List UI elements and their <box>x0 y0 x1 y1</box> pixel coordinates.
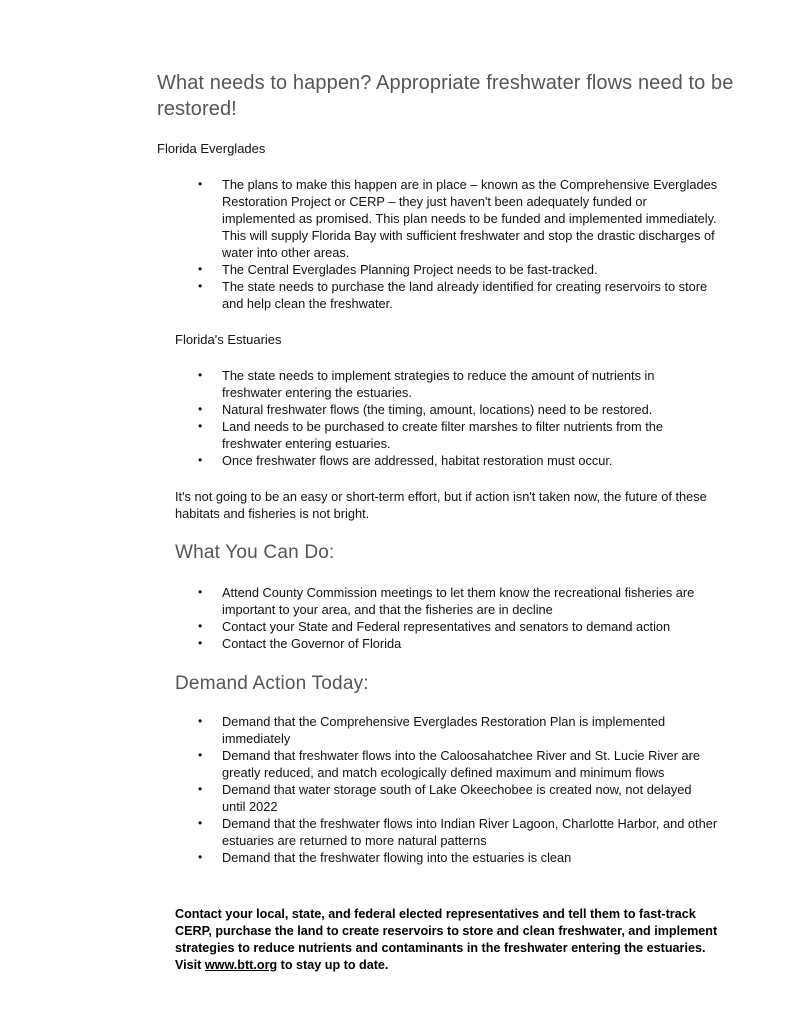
summary-paragraph: It's not going to be an easy or short-term effort, but if action isn't taken now, the future of these habitats and fisheries is not bright. <box>175 489 707 521</box>
bullet-icon: • <box>198 850 203 864</box>
bullet-icon: • <box>198 748 203 762</box>
estuaries-label: Florida's Estuaries <box>175 332 282 347</box>
list-item: • Demand that the freshwater flowing into the estuaries is clean <box>198 850 572 865</box>
bullet-icon: • <box>198 782 203 796</box>
list-item: • The Central Everglades Planning Project needs to be fast-tracked. <box>198 262 598 277</box>
bullet-icon: • <box>198 279 203 293</box>
demand-action-heading: Demand Action Today: <box>175 673 369 694</box>
bullet-icon: • <box>198 419 203 433</box>
list-item: • Demand that freshwater flows into the Caloosahatchee River and St. Lucie River are greatly reduced, and match ecologically defined maximum and minimum flows <box>198 748 700 780</box>
list-item: • Attend County Commission meetings to let them know the recreational fisheries are important to your area, and that the fisheries are in decline <box>198 585 695 617</box>
list-item: • Contact your State and Federal representatives and senators to demand action <box>198 619 671 634</box>
main-heading: What needs to happen? Appropriate freshwater flows need to be restored! <box>157 72 734 120</box>
bullet-icon: • <box>198 402 203 416</box>
closing-call-to-action: Contact your local, state, and federal elected representatives and tell them to fast-track CERP, purchase the land to create reservoirs to store and clean freshwater, and implement strategies to reduce nutrients and contaminants in the freshwater entering the estuaries. Visit www.btt.org to stay up to date. <box>175 907 718 972</box>
list-item: • Once freshwater flows are addressed, habitat restoration must occur. <box>198 453 613 468</box>
list-item: • Demand that the Comprehensive Everglades Restoration Plan is implemented immediately <box>198 714 666 746</box>
what-you-can-do-heading: What You Can Do: <box>175 542 335 563</box>
bullet-icon: • <box>198 636 203 650</box>
list-item: • Natural freshwater flows (the timing, amount, locations) need to be restored. <box>198 402 653 417</box>
bullet-icon: • <box>198 262 203 276</box>
list-item: • The state needs to implement strategies to reduce the amount of nutrients in freshwater entering the estuaries. <box>198 368 655 400</box>
bullet-icon: • <box>198 177 203 191</box>
everglades-bullet-list <box>198 176 718 312</box>
list-item: • Demand that water storage south of Lake Okeechobee is created now, not delayed until 2022 <box>198 782 692 814</box>
bullet-icon: • <box>198 368 203 382</box>
bullet-icon: • <box>198 714 203 728</box>
bullet-icon: • <box>198 619 203 633</box>
bullet-icon: • <box>198 585 203 599</box>
list-item: • The plans to make this happen are in place – known as the Comprehensive Everglades Restoration Project or CERP – they just haven't been adequately funded or implemented as promised. This plan needs to be funded and implemented immediately. This will supply Florida Bay with sufficient freshwater and stop the drastic discharges of water into other areas. <box>198 177 718 260</box>
list-item: • Demand that the freshwater flows into Indian River Lagoon, Charlotte Harbor, and other estuaries are returned to more natural patterns <box>198 816 718 848</box>
bullet-icon: • <box>198 453 203 467</box>
list-item: • Contact the Governor of Florida <box>198 636 402 651</box>
what-you-can-do-bullet-list <box>198 584 708 652</box>
list-item: • The state needs to purchase the land already identified for creating reservoirs to store and help clean the freshwater. <box>198 279 708 311</box>
everglades-label: Florida Everglades <box>157 141 266 156</box>
list-item: • Land needs to be purchased to create filter marshes to filter nutrients from the freshwater entering estuaries. <box>198 419 664 451</box>
btt-website-link[interactable]: www.btt.org <box>204 958 278 972</box>
demand-action-bullet-list <box>198 713 718 866</box>
estuaries-bullet-list <box>198 367 708 469</box>
bullet-icon: • <box>198 816 203 830</box>
